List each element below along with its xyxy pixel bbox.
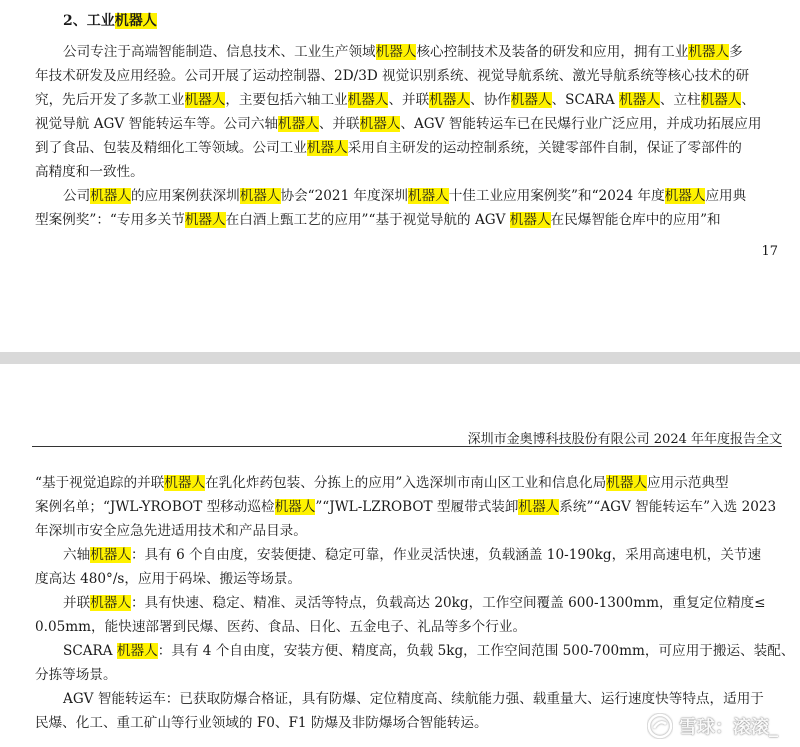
heading-text: 2、工业 <box>63 13 115 29</box>
running-header: 深圳市金奥博科技股份有限公司 2024 年年度报告全文 <box>467 432 782 447</box>
paragraph-line: 0.05mm，能快速部署到民爆、医药、食品、日化、五金电子、礼品等多个行业。 <box>35 619 527 635</box>
paragraph-line: 年深圳市安全应急先进适用技术和产品目录。 <box>35 523 307 539</box>
report-page-17 <box>0 0 800 352</box>
paragraph-line: 并联机器人：具有快速、稳定、精准、灵活等特点，负载高达 20kg，工作空间覆盖 600-1300mm，重复定位精度≤ <box>63 595 766 611</box>
paragraph-line: 究，先后开发了多款工业机器人，主要包括六轴工业机器人、并联机器人、协作机器人、SCARA 机器人、立柱机器人、 <box>35 92 755 108</box>
header-rule <box>32 446 782 447</box>
snowball-logo-icon <box>647 713 673 739</box>
paragraph-line: 分拣等场景。 <box>35 667 117 683</box>
page-number: 17 <box>761 244 778 259</box>
page-separator <box>0 352 800 364</box>
highlight-term: 机器人 <box>114 13 157 29</box>
paragraph-line: 案例名单；“JWL-YROBOT 型移动巡检机器人”“JWL-LZROBOT 型履带式装卸机器人系统”“AGV 智能转运车”入选 2023 <box>35 499 777 515</box>
paragraph-line: SCARA 机器人：具有 4 个自由度，安装方便、精度高，负载 5kg，工作空间范围 500-700mm，可应用于搬运、装配、 <box>63 643 795 659</box>
paragraph-line: 高精度和一致性。 <box>35 164 144 180</box>
paragraph-line: “基于视觉追踪的并联机器人在乳化炸药包装、分拣上的应用”入选深圳市南山区工业和信息化局机器人应用示范典型 <box>35 475 729 491</box>
paragraph-line: 民爆、化工、重工矿山等行业领域的 F0、F1 防爆及非防爆场合智能转运。 <box>35 715 488 731</box>
paragraph-line: 度高达 480°/s，应用于码垛、搬运等场景。 <box>35 571 302 587</box>
paragraph-line: 六轴机器人：具有 6 个自由度，安装便捷、稳定可靠，作业灵活快速，负载涵盖 10-190kg，采用高速电机，关节速 <box>63 547 762 563</box>
paragraph-line: 型案例奖”：“专用多关节机器人在白酒上甄工艺的应用”“基于视觉导航的 AGV 机器人在民爆智能仓库中的应用”和 <box>35 212 721 228</box>
paragraph-line: 视觉导航 AGV 智能转运车等。公司六轴机器人、并联机器人、AGV 智能转运车已在民爆行业广泛应用，并成功拓展应用 <box>35 116 762 132</box>
watermark-text: 雪球：滚滚_ <box>679 717 778 738</box>
section-heading <box>63 10 157 30</box>
paragraph-line: 公司专注于高端智能制造、信息技术、工业生产领域机器人核心控制技术及装备的研发和应用，拥有工业机器人多 <box>63 44 743 60</box>
paragraph-line: 公司机器人的应用案例获深圳机器人协会“2021 年度深圳机器人十佳工业应用案例奖”和“2024 年度机器人应用典 <box>63 188 747 204</box>
paragraph-line: 到了食品、包装及精细化工等领域。公司工业机器人采用自主研发的运动控制系统，关键零部件自制，保证了零部件的 <box>35 140 742 156</box>
paragraph-line: 年技术研发及应用经验。公司开展了运动控制器、2D/3D 视觉识别系统、视觉导航系统、激光导航系统等核心技术的研 <box>35 68 750 84</box>
xueqiu-watermark <box>647 713 778 739</box>
paragraph-line: AGV 智能转运车：已获取防爆合格证，具有防爆、定位精度高、续航能力强、载重量大、运行速度快等特点，适用于 <box>63 691 764 707</box>
report-page-18 <box>0 364 800 747</box>
